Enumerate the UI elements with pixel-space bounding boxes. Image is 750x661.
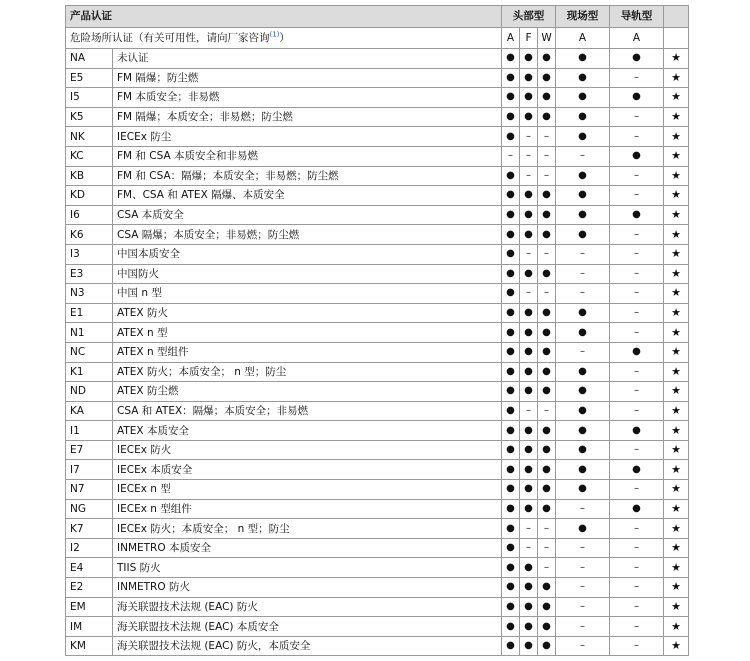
- head-w-cell: –: [538, 519, 556, 539]
- cert-code: NK: [66, 127, 113, 147]
- field-a-cell: –: [556, 636, 610, 656]
- star-cell: ★: [664, 519, 689, 539]
- head-f-cell: ●: [520, 88, 538, 108]
- head-w-cell: –: [538, 401, 556, 421]
- rail-a-cell: –: [610, 323, 664, 343]
- head-a-cell: ●: [502, 284, 520, 304]
- star-cell: ★: [664, 284, 689, 304]
- head-f-cell: ●: [520, 617, 538, 637]
- field-a-cell: ●: [556, 205, 610, 225]
- field-a-cell: ●: [556, 127, 610, 147]
- field-a-cell: ●: [556, 401, 610, 421]
- blank-header-cell: [664, 6, 689, 28]
- cert-description: 海关联盟技术法规 (EAC) 防火，本质安全: [113, 636, 502, 656]
- head-type-header: 头部型: [502, 6, 556, 28]
- head-a-cell: ●: [502, 578, 520, 598]
- star-cell: ★: [664, 538, 689, 558]
- rail-a-cell: ●: [610, 460, 664, 480]
- hazard-cert-close: ）: [279, 32, 290, 44]
- cert-description: CSA 和 ATEX：隔爆；本质安全；非易燃: [113, 401, 502, 421]
- star-cell: ★: [664, 440, 689, 460]
- table-row: [66, 480, 689, 500]
- table-row: [66, 88, 689, 108]
- rail-a-cell: –: [610, 166, 664, 186]
- cert-code: E1: [66, 303, 113, 323]
- head-f-cell: ●: [520, 342, 538, 362]
- cert-code: I3: [66, 244, 113, 264]
- head-w-cell: ●: [538, 460, 556, 480]
- head-w-cell: ●: [538, 578, 556, 598]
- rail-a-cell: –: [610, 440, 664, 460]
- cert-code: KC: [66, 146, 113, 166]
- cert-description: ATEX 防尘燃: [113, 382, 502, 402]
- star-cell: ★: [664, 323, 689, 343]
- field-a-cell: –: [556, 538, 610, 558]
- table-row: [66, 68, 689, 88]
- table-row: [66, 578, 689, 598]
- head-w-cell: ●: [538, 421, 556, 441]
- rail-a-cell: –: [610, 538, 664, 558]
- cert-code: NG: [66, 499, 113, 519]
- table-row: [66, 49, 689, 69]
- product-cert-header: 产品认证: [66, 6, 502, 28]
- star-cell: ★: [664, 303, 689, 323]
- col-head-a: A: [502, 28, 520, 49]
- field-a-cell: ●: [556, 480, 610, 500]
- table-row: [66, 264, 689, 284]
- cert-code: E5: [66, 68, 113, 88]
- head-w-cell: ●: [538, 205, 556, 225]
- head-a-cell: ●: [502, 127, 520, 147]
- field-a-cell: –: [556, 499, 610, 519]
- rail-a-cell: –: [610, 617, 664, 637]
- star-cell: ★: [664, 460, 689, 480]
- rail-a-cell: –: [610, 578, 664, 598]
- cert-description: FM 和 CSA 本质安全和非易燃: [113, 146, 502, 166]
- head-f-cell: ●: [520, 578, 538, 598]
- head-w-cell: ●: [538, 499, 556, 519]
- head-w-cell: ●: [538, 68, 556, 88]
- cert-description: FM、CSA 和 ATEX 隔爆、本质安全: [113, 186, 502, 206]
- field-a-cell: –: [556, 558, 610, 578]
- star-cell: ★: [664, 127, 689, 147]
- cert-code: ND: [66, 382, 113, 402]
- star-cell: ★: [664, 166, 689, 186]
- cert-code: KM: [66, 636, 113, 656]
- head-w-cell: ●: [538, 323, 556, 343]
- head-w-cell: ●: [538, 382, 556, 402]
- star-cell: ★: [664, 636, 689, 656]
- table-row: [66, 519, 689, 539]
- cert-code: I1: [66, 421, 113, 441]
- cert-code: I5: [66, 88, 113, 108]
- footnote-link[interactable]: (1): [269, 30, 280, 39]
- table-row: [66, 303, 689, 323]
- cert-description: INMETRO 本质安全: [113, 538, 502, 558]
- star-cell: ★: [664, 342, 689, 362]
- field-a-cell: –: [556, 617, 610, 637]
- rail-a-cell: –: [610, 225, 664, 245]
- head-w-cell: ●: [538, 186, 556, 206]
- head-w-cell: ●: [538, 225, 556, 245]
- field-a-cell: ●: [556, 166, 610, 186]
- head-f-cell: ●: [520, 480, 538, 500]
- head-f-cell: ●: [520, 499, 538, 519]
- rail-a-cell: –: [610, 186, 664, 206]
- star-cell: ★: [664, 558, 689, 578]
- head-w-cell: ●: [538, 264, 556, 284]
- field-a-cell: ●: [556, 382, 610, 402]
- head-w-cell: –: [538, 146, 556, 166]
- head-w-cell: ●: [538, 303, 556, 323]
- head-a-cell: ●: [502, 480, 520, 500]
- cert-code: E3: [66, 264, 113, 284]
- head-a-cell: ●: [502, 342, 520, 362]
- col-field-a: A: [556, 28, 610, 49]
- table-body: [66, 49, 689, 656]
- field-a-cell: –: [556, 578, 610, 598]
- star-cell: ★: [664, 480, 689, 500]
- star-cell: ★: [664, 186, 689, 206]
- head-w-cell: ●: [538, 636, 556, 656]
- head-a-cell: ●: [502, 186, 520, 206]
- hazard-cert-label: [66, 28, 502, 49]
- cert-code: K5: [66, 107, 113, 127]
- rail-a-cell: –: [610, 558, 664, 578]
- cert-description: IECEx 防尘: [113, 127, 502, 147]
- field-a-cell: ●: [556, 107, 610, 127]
- field-a-cell: ●: [556, 88, 610, 108]
- table-row: [66, 617, 689, 637]
- star-cell: ★: [664, 146, 689, 166]
- rail-a-cell: ●: [610, 88, 664, 108]
- cert-description: IECEx 本质安全: [113, 460, 502, 480]
- rail-a-cell: ●: [610, 421, 664, 441]
- cert-code: E7: [66, 440, 113, 460]
- table-row: [66, 166, 689, 186]
- cert-code: KD: [66, 186, 113, 206]
- head-a-cell: ●: [502, 166, 520, 186]
- cert-code: KA: [66, 401, 113, 421]
- cert-code: I7: [66, 460, 113, 480]
- star-cell: ★: [664, 382, 689, 402]
- star-cell: ★: [664, 68, 689, 88]
- table-row: [66, 342, 689, 362]
- head-w-cell: ●: [538, 617, 556, 637]
- head-f-cell: –: [520, 284, 538, 304]
- cert-description: IECEx n 型: [113, 480, 502, 500]
- head-f-cell: –: [520, 146, 538, 166]
- rail-a-cell: –: [610, 264, 664, 284]
- table-row: [66, 636, 689, 656]
- cert-description: ATEX 防火；本质安全； n 型；防尘: [113, 362, 502, 382]
- field-a-cell: ●: [556, 362, 610, 382]
- field-a-cell: ●: [556, 303, 610, 323]
- cert-description: 未认证: [113, 49, 502, 69]
- cert-code: NC: [66, 342, 113, 362]
- rail-a-cell: ●: [610, 342, 664, 362]
- head-a-cell: ●: [502, 362, 520, 382]
- field-a-cell: –: [556, 146, 610, 166]
- table-row: [66, 538, 689, 558]
- table-row: [66, 107, 689, 127]
- head-f-cell: ●: [520, 323, 538, 343]
- head-a-cell: ●: [502, 519, 520, 539]
- head-f-cell: ●: [520, 225, 538, 245]
- head-a-cell: ●: [502, 460, 520, 480]
- cert-description: 中国防火: [113, 264, 502, 284]
- head-f-cell: ●: [520, 264, 538, 284]
- table-row: [66, 205, 689, 225]
- field-a-cell: –: [556, 244, 610, 264]
- head-a-cell: ●: [502, 421, 520, 441]
- star-cell: ★: [664, 225, 689, 245]
- table-row: [66, 382, 689, 402]
- table-row: [66, 186, 689, 206]
- star-cell: ★: [664, 88, 689, 108]
- rail-a-cell: –: [610, 68, 664, 88]
- cert-description: 海关联盟技术法规 (EAC) 防火: [113, 597, 502, 617]
- rail-a-cell: –: [610, 362, 664, 382]
- field-a-cell: ●: [556, 519, 610, 539]
- table-row: [66, 421, 689, 441]
- star-cell: ★: [664, 49, 689, 69]
- rail-a-cell: –: [610, 303, 664, 323]
- table-row: [66, 440, 689, 460]
- head-a-cell: ●: [502, 401, 520, 421]
- rail-a-cell: –: [610, 597, 664, 617]
- head-a-cell: ●: [502, 88, 520, 108]
- head-a-cell: ●: [502, 636, 520, 656]
- field-a-cell: ●: [556, 225, 610, 245]
- table-row: [66, 244, 689, 264]
- field-a-cell: ●: [556, 421, 610, 441]
- cert-description: 海关联盟技术法规 (EAC) 本质安全: [113, 617, 502, 637]
- head-f-cell: ●: [520, 68, 538, 88]
- cert-description: ATEX n 型: [113, 323, 502, 343]
- cert-code: IM: [66, 617, 113, 637]
- cert-description: FM 隔爆；本质安全；非易燃；防尘燃: [113, 107, 502, 127]
- rail-a-cell: ●: [610, 205, 664, 225]
- table-row: [66, 401, 689, 421]
- head-f-cell: –: [520, 244, 538, 264]
- head-f-cell: –: [520, 127, 538, 147]
- table-row: [66, 127, 689, 147]
- hazard-cert-text: 危险场所认证（有关可用性，请向厂家咨询: [70, 32, 270, 44]
- head-w-cell: –: [538, 166, 556, 186]
- cert-code: I2: [66, 538, 113, 558]
- table-row: [66, 499, 689, 519]
- star-cell: ★: [664, 597, 689, 617]
- head-w-cell: –: [538, 127, 556, 147]
- cert-description: IECEx 防火: [113, 440, 502, 460]
- star-cell: ★: [664, 362, 689, 382]
- head-f-cell: ●: [520, 186, 538, 206]
- head-w-cell: ●: [538, 342, 556, 362]
- head-w-cell: ●: [538, 480, 556, 500]
- head-a-cell: ●: [502, 205, 520, 225]
- table-row: [66, 558, 689, 578]
- table-row: [66, 146, 689, 166]
- head-a-cell: ●: [502, 499, 520, 519]
- star-cell: ★: [664, 401, 689, 421]
- head-w-cell: –: [538, 558, 556, 578]
- head-a-cell: ●: [502, 382, 520, 402]
- table-row: [66, 597, 689, 617]
- cert-description: IECEx 防火；本质安全； n 型；防尘: [113, 519, 502, 539]
- star-cell: ★: [664, 244, 689, 264]
- field-a-cell: ●: [556, 186, 610, 206]
- head-f-cell: ●: [520, 421, 538, 441]
- head-a-cell: ●: [502, 49, 520, 69]
- table-row: [66, 225, 689, 245]
- cert-description: FM 本质安全；非易燃: [113, 88, 502, 108]
- head-f-cell: –: [520, 538, 538, 558]
- rail-a-cell: –: [610, 382, 664, 402]
- head-a-cell: ●: [502, 244, 520, 264]
- rail-a-cell: –: [610, 107, 664, 127]
- cert-description: CSA 本质安全: [113, 205, 502, 225]
- head-w-cell: ●: [538, 88, 556, 108]
- head-a-cell: ●: [502, 617, 520, 637]
- head-f-cell: –: [520, 401, 538, 421]
- field-a-cell: –: [556, 264, 610, 284]
- field-type-header: 现场型: [556, 6, 610, 28]
- cert-code: I6: [66, 205, 113, 225]
- col-rail-a: A: [610, 28, 664, 49]
- cert-description: 中国 n 型: [113, 284, 502, 304]
- cert-description: FM 和 CSA：隔爆；本质安全；非易燃；防尘燃: [113, 166, 502, 186]
- field-a-cell: ●: [556, 49, 610, 69]
- head-w-cell: ●: [538, 362, 556, 382]
- rail-a-cell: ●: [610, 499, 664, 519]
- table-row: [66, 460, 689, 480]
- col-head-f: F: [520, 28, 538, 49]
- head-a-cell: ●: [502, 538, 520, 558]
- head-a-cell: ●: [502, 225, 520, 245]
- cert-description: TIIS 防火: [113, 558, 502, 578]
- table-row: [66, 323, 689, 343]
- head-w-cell: ●: [538, 107, 556, 127]
- col-head-w: W: [538, 28, 556, 49]
- head-a-cell: ●: [502, 440, 520, 460]
- star-cell: ★: [664, 499, 689, 519]
- cert-description: ATEX 本质安全: [113, 421, 502, 441]
- field-a-cell: ●: [556, 323, 610, 343]
- head-f-cell: ●: [520, 460, 538, 480]
- cert-code: EM: [66, 597, 113, 617]
- head-a-cell: –: [502, 146, 520, 166]
- table-row: [66, 362, 689, 382]
- header-row-2: [66, 28, 689, 49]
- rail-a-cell: ●: [610, 146, 664, 166]
- cert-code: N1: [66, 323, 113, 343]
- head-a-cell: ●: [502, 264, 520, 284]
- head-f-cell: ●: [520, 205, 538, 225]
- certification-table: [65, 5, 689, 656]
- field-a-cell: ●: [556, 440, 610, 460]
- head-w-cell: ●: [538, 597, 556, 617]
- cert-code: K1: [66, 362, 113, 382]
- head-w-cell: ●: [538, 440, 556, 460]
- rail-a-cell: –: [610, 284, 664, 304]
- head-f-cell: ●: [520, 382, 538, 402]
- head-w-cell: –: [538, 284, 556, 304]
- rail-a-cell: –: [610, 480, 664, 500]
- cert-description: 中国本质安全: [113, 244, 502, 264]
- star-cell: ★: [664, 205, 689, 225]
- head-f-cell: ●: [520, 107, 538, 127]
- head-f-cell: ●: [520, 362, 538, 382]
- rail-a-cell: –: [610, 401, 664, 421]
- head-w-cell: –: [538, 244, 556, 264]
- head-a-cell: ●: [502, 303, 520, 323]
- header-row-1: [66, 6, 689, 28]
- blank-subheader-cell: [664, 28, 689, 49]
- star-cell: ★: [664, 617, 689, 637]
- table-row: [66, 284, 689, 304]
- cert-code: E2: [66, 578, 113, 598]
- rail-a-cell: –: [610, 127, 664, 147]
- star-cell: ★: [664, 107, 689, 127]
- cert-description: CSA 隔爆；本质安全；非易燃；防尘燃: [113, 225, 502, 245]
- rail-a-cell: –: [610, 244, 664, 264]
- head-a-cell: ●: [502, 558, 520, 578]
- head-f-cell: ●: [520, 597, 538, 617]
- cert-code: E4: [66, 558, 113, 578]
- rail-type-header: 导轨型: [610, 6, 664, 28]
- head-f-cell: –: [520, 166, 538, 186]
- cert-description: ATEX n 型组件: [113, 342, 502, 362]
- field-a-cell: –: [556, 342, 610, 362]
- head-f-cell: ●: [520, 49, 538, 69]
- field-a-cell: ●: [556, 68, 610, 88]
- head-f-cell: ●: [520, 558, 538, 578]
- field-a-cell: ●: [556, 460, 610, 480]
- head-w-cell: –: [538, 538, 556, 558]
- field-a-cell: –: [556, 597, 610, 617]
- cert-code: N7: [66, 480, 113, 500]
- head-a-cell: ●: [502, 323, 520, 343]
- rail-a-cell: –: [610, 519, 664, 539]
- field-a-cell: –: [556, 284, 610, 304]
- star-cell: ★: [664, 578, 689, 598]
- head-f-cell: ●: [520, 636, 538, 656]
- head-f-cell: –: [520, 519, 538, 539]
- cert-code: K7: [66, 519, 113, 539]
- star-cell: ★: [664, 264, 689, 284]
- cert-description: INMETRO 防火: [113, 578, 502, 598]
- star-cell: ★: [664, 421, 689, 441]
- cert-code: N3: [66, 284, 113, 304]
- cert-description: IECEx n 型组件: [113, 499, 502, 519]
- head-f-cell: ●: [520, 440, 538, 460]
- head-a-cell: ●: [502, 597, 520, 617]
- head-a-cell: ●: [502, 68, 520, 88]
- rail-a-cell: –: [610, 636, 664, 656]
- cert-code: KB: [66, 166, 113, 186]
- head-w-cell: ●: [538, 49, 556, 69]
- cert-code: NA: [66, 49, 113, 69]
- cert-code: K6: [66, 225, 113, 245]
- cert-description: FM 隔爆；防尘燃: [113, 68, 502, 88]
- cert-description: ATEX 防火: [113, 303, 502, 323]
- head-a-cell: ●: [502, 107, 520, 127]
- rail-a-cell: ●: [610, 49, 664, 69]
- head-f-cell: ●: [520, 303, 538, 323]
